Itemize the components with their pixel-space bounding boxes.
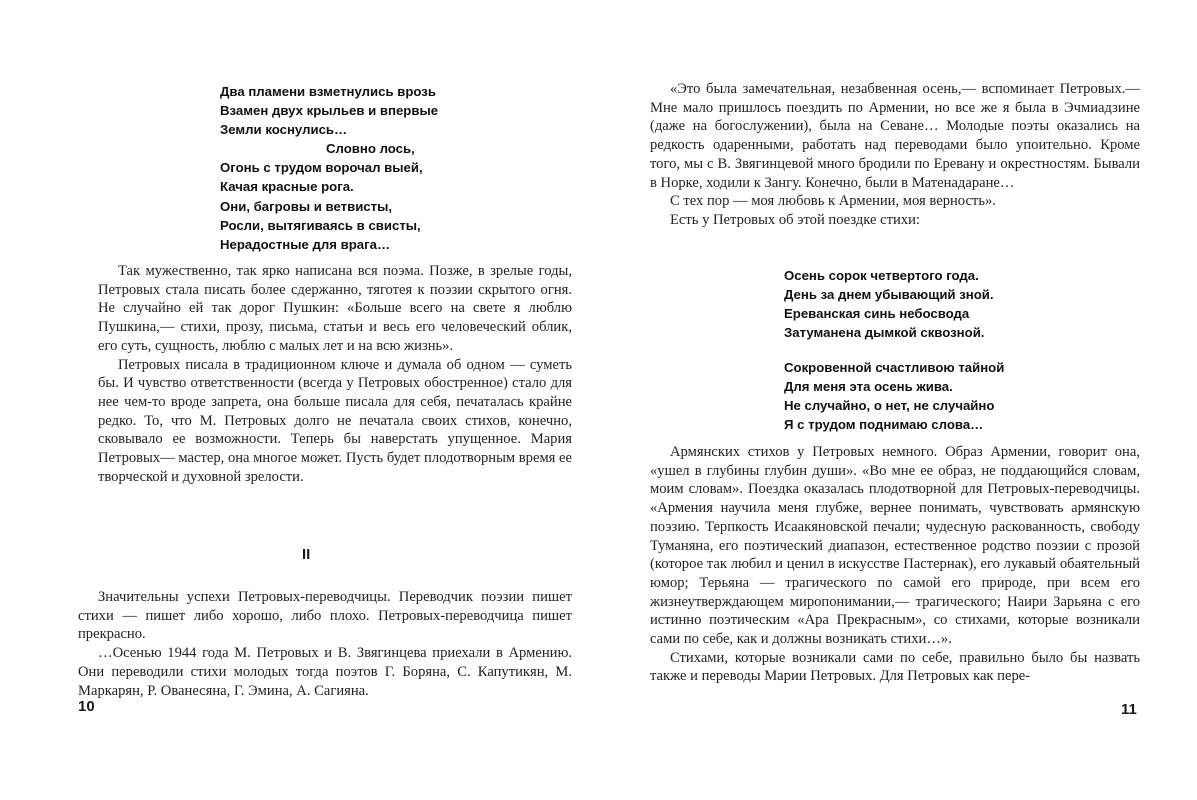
paragraph: Армянских стихов у Петровых немного. Образ Армении, говорит она, «ушел в глубины глубин души». «Во мне ее образ, не поддающийся словам, моим словам». Поездка оказалась плодотворной для Петровых-переводчицы. «Армения научила меня глубже, вернее понимать, чувствовать армянскую поэзию. Терпкость Исаакяновской печали; чудесную раскованность, свободу Туманяна, его поэтический диапазон, естественное родство поэзии с прозой (которое так любил и ценил в искусстве Пастернак), его лукавый обаятельный юмор; Терьяна — трагического по самой его природе, при всем его жизнеутверждающем миропонимании,— трагического; Наири Зарьяна с его истинно поэтическим «Ара Прекрасным», со стихами, которые возникали сами по себе, как и должны возникать стихи…».: [650, 444, 1140, 648]
poem-line: Осень сорок четвертого года.: [784, 268, 979, 283]
poem-stanza: [784, 358, 1004, 434]
poem-line: Затуманена дымкой сквозной.: [784, 325, 985, 341]
poem-line: Ереванская синь небосвода: [784, 306, 970, 322]
poem-line: Огонь с трудом ворочал выей,: [220, 160, 423, 176]
paragraph: «Это была замечательная, незабвенная осень,— вспоминает Петровых.— Мне мало пришлось поездить по Армении, но все же я была в Эчмиадзине (даже на богослужении), была на Севане… Молодые поэты оказались на редкость одаренными, работать над переводами было упоительно. Кроме того, мы с В. Звягинцевой много бродили по Еревану и окрестностям. Бывали в Норке, ходили к Зангу. Конечно, были в Матенадаране…: [650, 81, 1140, 191]
poem-line: Качая красные рога.: [220, 179, 354, 195]
poem-line: Я с трудом поднимаю слова…: [784, 417, 984, 433]
left-page: [0, 0, 598, 800]
body-text: [98, 262, 572, 486]
poem-line: Росли, вытягиваясь в свисты,: [220, 217, 421, 233]
poem-line: Словно лось,: [326, 141, 415, 157]
poem-line: Нерадостные для врага…: [220, 236, 391, 252]
poem-line: Не случайно, о нет, не случайно: [784, 398, 995, 414]
paragraph: Так мужественно, так ярко написана вся поэма. Позже, в зрелые годы, Петровых стала писать более сдержанно, тяготея к поэзии скрытого огня. Не случайно ей так дорог Пушкин: «Больше всего на свете я люблю Пушкина,— стихи, прозу, письма, статьи и весь его человеческий облик, его суть, сущность, люблю с малых лет и на всю жизнь».: [98, 263, 572, 354]
poem-line: Взамен двух крыльев и впервые: [220, 103, 439, 119]
poem-stanza: [784, 266, 994, 342]
poem-line: Для меня эта осень жива.: [784, 379, 953, 395]
right-page: [598, 0, 1197, 800]
paragraph: …Осенью 1944 года М. Петровых и В. Звягинцева приехали в Армению. Они переводили стихи молодых тогда поэтов Г. Боряна, С. Капутикян, М. Маркарян, Р. Ованесяна, Г. Эмина, А. Сагияна.: [78, 645, 572, 699]
section-number: II: [302, 546, 311, 563]
body-text: [650, 80, 1140, 230]
poem-line: Они, багровы и ветвисты,: [220, 198, 393, 214]
body-text: [650, 443, 1140, 686]
paragraph: Есть у Петровых об этой поездке стихи:: [670, 211, 920, 228]
page-number: 11: [1121, 701, 1137, 718]
section-text: [78, 588, 572, 700]
poem-line: Сокровенной счастливою тайной: [784, 360, 1005, 375]
poem-line: Два пламени взметнулись врозь: [220, 84, 436, 99]
paragraph: Значительны успехи Петровых-переводчицы. Переводчик поэзии пишет стихи — пишет либо хорошо, либо плохо. Петровых-переводчица пишет прекрасно.: [78, 589, 572, 643]
paragraph: Стихами, которые возникали сами по себе, правильно было бы назвать также и переводы Марии Петровых. Для Петровых как пере-: [650, 649, 1140, 685]
poem-line: День за днем убывающий зной.: [784, 287, 994, 303]
page-number: 10: [78, 698, 95, 715]
poem-line: Земли коснулись…: [220, 122, 348, 138]
poem-excerpt: [220, 82, 438, 254]
paragraph: Петровых писала в традиционном ключе и думала об одном — суметь бы. И чувство ответственности (всегда у Петровых обостренное) стало для нее чем-то вроде запрета, она больше писала для себя, печаталась крайне редко. То, что М. Петровых долго не печатала своих стихов, конечно, сковывало ее возможности. Теперь бы наверстать упущенное. Мария Петровых— мастер, она многое может. Пусть будет плодотворным время ее творческой и духовной зрелости.: [98, 356, 572, 485]
paragraph: С тех пор — моя любовь к Армении, моя верность».: [670, 193, 996, 210]
